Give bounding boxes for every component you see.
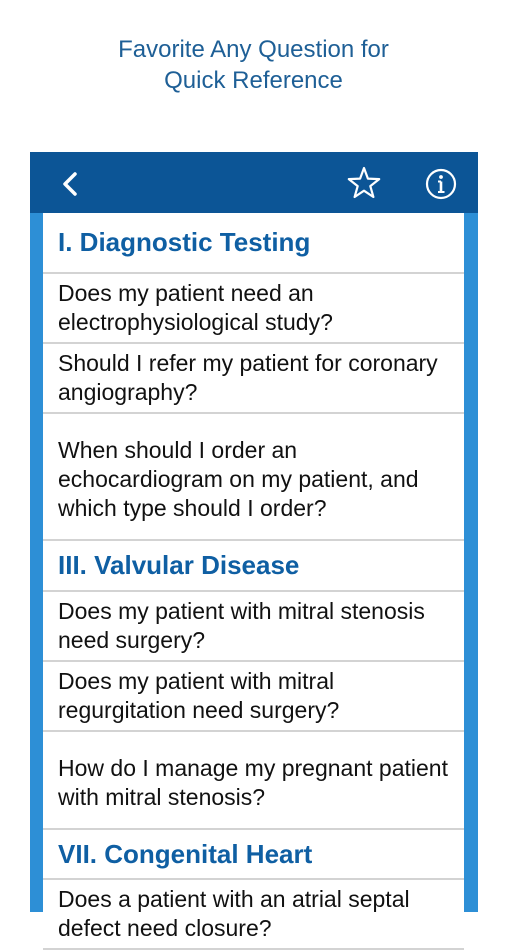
question-text: Does my patient with mitral stenosis need surgery? (58, 598, 425, 653)
info-button[interactable] (423, 166, 459, 202)
question-text: When should I order an echocardiogram on my patient, and which type should I order? (58, 437, 419, 521)
section-title: VII. Congenital Heart (58, 838, 313, 869)
promo-line-1: Favorite Any Question for (118, 36, 389, 63)
section-title: III. Valvular Disease (58, 550, 300, 580)
section-header (43, 830, 464, 880)
question-row[interactable] (43, 344, 464, 414)
question-text: Does my patient need an electrophysiological study? (58, 280, 333, 335)
promo-caption (0, 34, 507, 96)
question-text: Does a patient with an atrial septal defect need closure? (58, 886, 410, 941)
question-row[interactable] (43, 732, 464, 830)
question-text: Does my patient with mitral regurgitation need surgery? (58, 668, 340, 723)
back-button[interactable] (54, 166, 90, 202)
app-screen (30, 152, 478, 941)
chevron-left-icon (54, 166, 90, 202)
question-row[interactable] (43, 662, 464, 732)
question-text: How do I manage my pregnant patient with mitral stenosis? (58, 755, 448, 810)
question-text: Should I refer my patient for coronary angiography? (58, 350, 438, 405)
question-row[interactable] (43, 592, 464, 662)
promo-line-2: Quick Reference (164, 67, 343, 94)
question-list (43, 213, 464, 941)
section-header (43, 213, 464, 274)
question-row[interactable] (43, 414, 464, 541)
star-outline-icon (346, 166, 382, 202)
section-header (43, 541, 464, 592)
info-circle-icon (423, 166, 459, 202)
section-title: I. Diagnostic Testing (58, 227, 311, 257)
favorite-button[interactable] (346, 166, 382, 202)
question-row[interactable] (43, 880, 464, 950)
navigation-bar (30, 152, 478, 213)
question-row[interactable] (43, 274, 464, 344)
